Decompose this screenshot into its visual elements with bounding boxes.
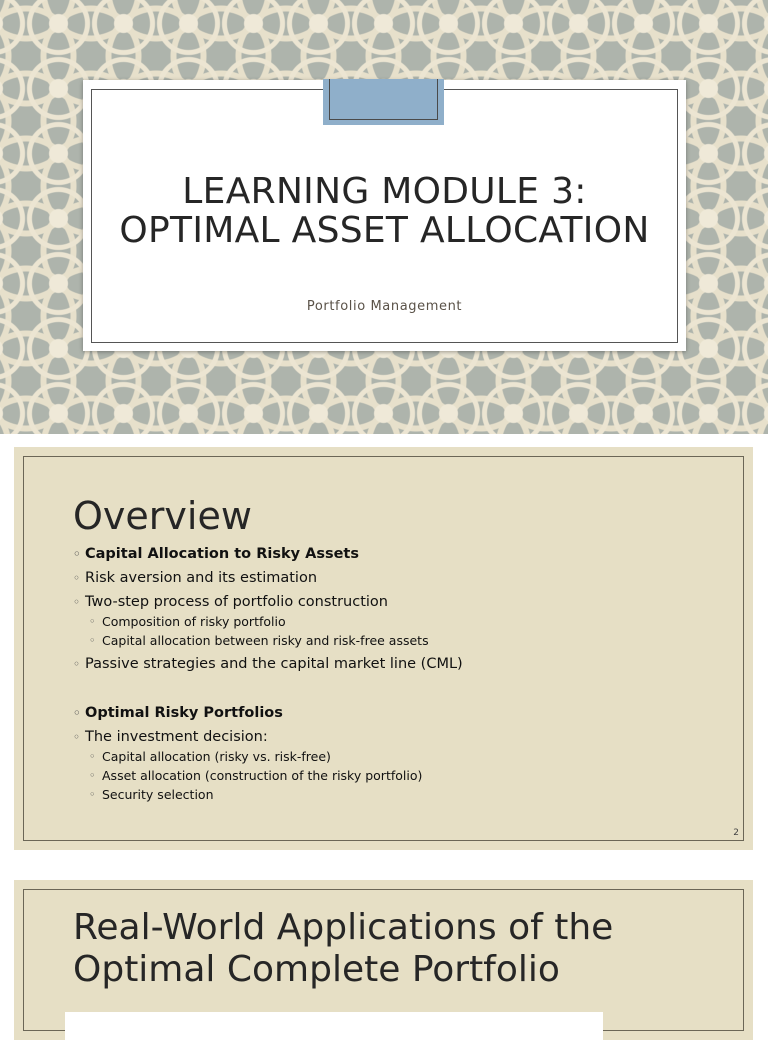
- bullet-item: ◦ Optimal Risky Portfolios: [73, 704, 733, 722]
- sub-bullet-item: ◦ Asset allocation (construction of the risky portfolio): [73, 768, 733, 784]
- bullet-item: ◦ Passive strategies and the capital market line (CML): [73, 655, 733, 673]
- title-tab-decoration: [323, 79, 444, 125]
- slide-heading: [73, 907, 613, 991]
- slide-title: [83, 172, 686, 250]
- sub-bullet-item: ◦ Security selection: [73, 787, 733, 803]
- bullet-list: [73, 545, 733, 803]
- bullet-item: ◦ The investment decision:: [73, 728, 733, 746]
- applications-slide: [14, 880, 753, 1040]
- slide-subtitle: Portfolio Management: [306, 299, 463, 314]
- slide-number: 2: [733, 828, 739, 838]
- title-tab-frame: [329, 79, 438, 120]
- slide-title-line-2: OPTIMAL ASSET ALLOCATION: [119, 210, 650, 251]
- slide-heading: Overview: [73, 494, 252, 538]
- sub-bullet-item: ◦ Composition of risky portfolio: [73, 614, 733, 630]
- bullet-item: ◦ Capital Allocation to Risky Assets: [73, 545, 733, 563]
- slide-heading-line-2: Optimal Complete Portfolio: [73, 949, 560, 990]
- bullet-item: ◦ Two-step process of portfolio construction: [73, 593, 733, 611]
- content-placeholder: [65, 1012, 603, 1052]
- slide-title-line-1: LEARNING MODULE 3:: [182, 171, 587, 212]
- bullet-item: ◦ Risk aversion and its estimation: [73, 569, 733, 587]
- title-slide: [0, 0, 768, 434]
- slide-heading-line-1: Real-World Applications of the: [73, 907, 614, 948]
- title-card: [83, 80, 686, 351]
- sub-bullet-item: ◦ Capital allocation between risky and risk-free assets: [73, 633, 733, 649]
- overview-slide: [14, 447, 753, 850]
- sub-bullet-item: ◦ Capital allocation (risky vs. risk-free): [73, 749, 733, 765]
